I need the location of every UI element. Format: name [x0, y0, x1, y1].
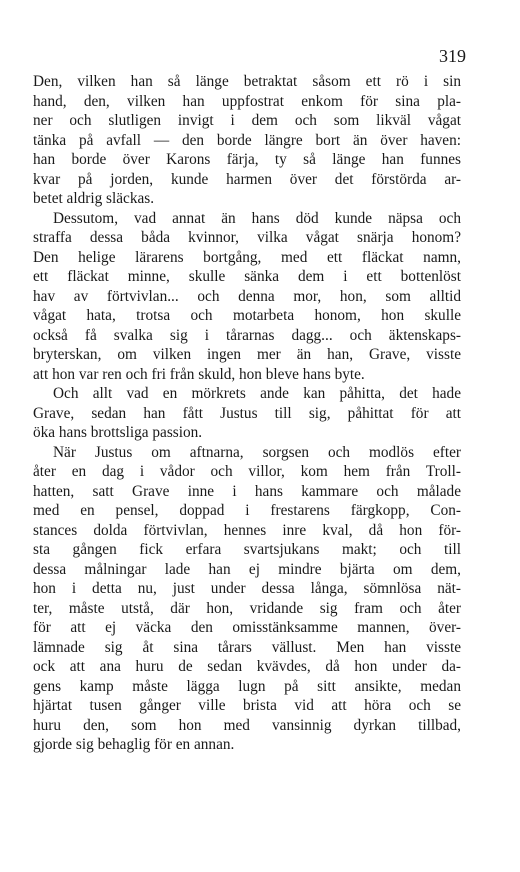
text-line: ett fläckat minne, skulle sänka dem i ett bottenlöst — [33, 268, 461, 285]
text-line: hjärtat tusen gånger ville brista vid att höra och se — [33, 697, 461, 714]
text-line: stances dolda förtvivlan, hennes inre kval, då hon för- — [33, 521, 461, 539]
paragraph — [33, 209, 461, 385]
text-line: Dessutom, vad annat än hans död kunde näpsa och — [53, 209, 461, 227]
text-line: betet aldrig släckas. — [33, 190, 155, 207]
text-line: ner och slutligen invigt i dem och som likväl vågat — [33, 112, 461, 129]
text-line: huru den, som hon med vansinnig dyrkan tillbad, — [33, 716, 461, 734]
text-line: gens kamp måste lägga lugn på sitt ansikte, medan — [33, 677, 461, 695]
text-line: kvar på jorden, kunde harmen över det förstörda ar- — [33, 170, 461, 188]
text-line: Den helige lärarens bortgång, med ett fläckat namn, — [33, 248, 461, 266]
body-text — [33, 72, 461, 755]
text-line: lämnade sig åt sina tårars vällust. Men han visste — [33, 638, 461, 656]
text-line: Den, vilken han så länge betraktat såsom ett rö i sin — [33, 73, 461, 90]
text-line: han borde över Karons färja, ty så länge han funnes — [33, 151, 461, 168]
text-line: gjorde sig behaglig för en annan. — [33, 736, 235, 753]
text-line: straffa dessa båda kvinnor, vilka vågat snärja honom? — [33, 229, 461, 246]
paragraph — [33, 384, 461, 443]
text-line: hand, den, vilken han uppfostrat enkom för sina pla- — [33, 92, 461, 110]
text-line: hav av förtvivlan... och denna mor, hon, som alltid — [33, 287, 461, 305]
page-number: 319 — [439, 46, 466, 66]
text-line: också få svalka sig i tårarnas dagg... och äktenskaps- — [33, 326, 461, 344]
text-line: Och allt vad en mörkrets ande kan påhitta, det hade — [53, 385, 461, 402]
text-line: När Justus om aftnarna, sorgsen och modlös efter — [53, 443, 461, 461]
text-line: hatten, satt Grave inne i hans kammare och målade — [33, 482, 461, 500]
text-line: Grave, sedan han fått Justus till sig, påhittat för att — [33, 404, 461, 422]
text-line: tänka på avfall — den borde längre bort än över haven: — [33, 131, 461, 149]
text-line: åter en dag i vådor och villor, kom hem från Troll- — [33, 463, 461, 480]
text-line: sta gången fick erfara svartsjukans makt; och till — [33, 541, 461, 558]
text-line: öka hans brottsliga passion. — [33, 424, 203, 441]
paragraph — [33, 443, 461, 755]
text-line: hon i detta nu, just under dessa långa, sömnlösa nät- — [33, 580, 461, 597]
text-line: vågat hata, trotsa och motarbeta honom, hon skulle — [33, 307, 461, 324]
text-line: med en pensel, doppad i frestarens färgkopp, Con- — [33, 502, 461, 519]
text-line: för att ej väcka den omisstänksamme mannen, över- — [33, 619, 461, 636]
paragraph — [33, 72, 461, 209]
text-line: dessa målningar lade han ej mindre bjärta om dem, — [33, 560, 461, 578]
text-line: ter, måste utstå, där hon, vridande sig fram och åter — [33, 599, 461, 617]
text-line: bryterskan, om vilken ingen mer än han, Grave, visste — [33, 346, 461, 363]
text-line: ock att ana huru de sedan kvävdes, då hon under da- — [33, 658, 461, 675]
text-line: att hon var ren och fri från skuld, hon bleve hans byte. — [33, 365, 365, 383]
